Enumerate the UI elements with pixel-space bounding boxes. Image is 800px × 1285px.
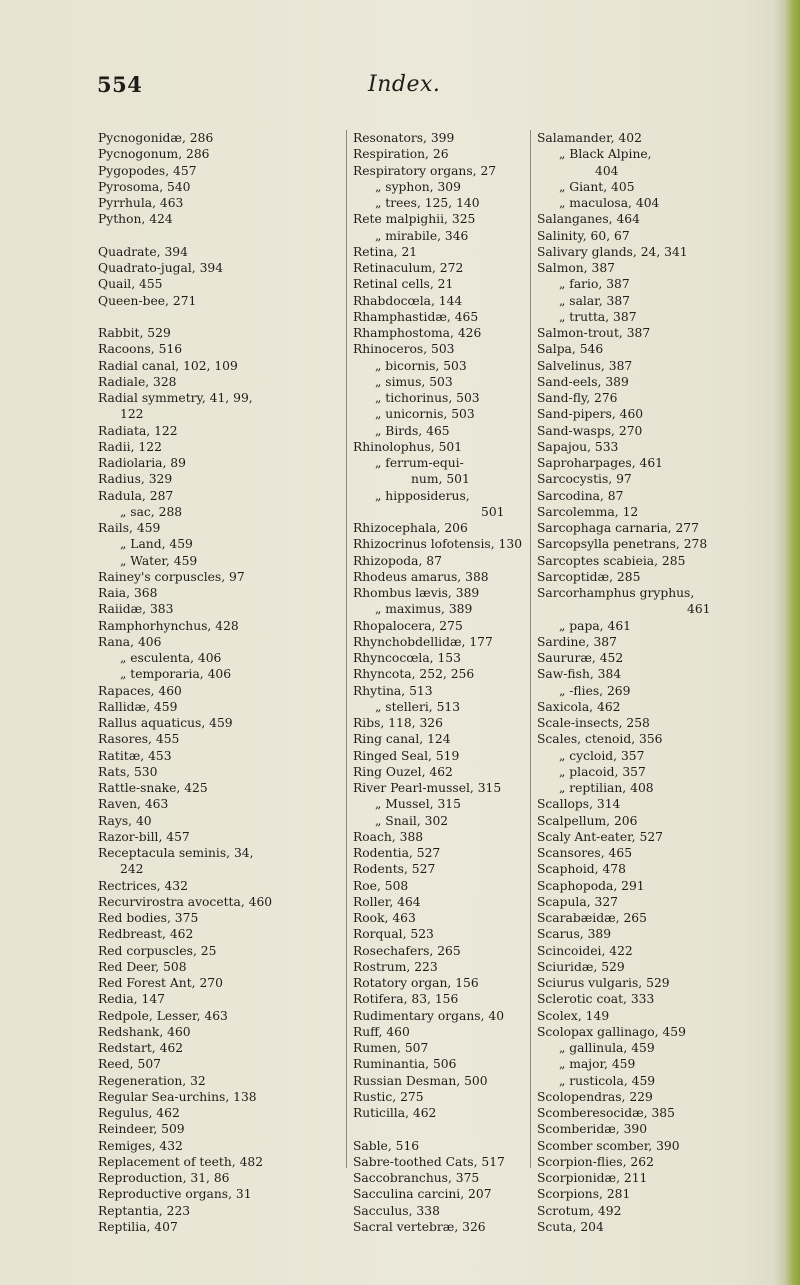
index-entry: „ temporaria, 406	[120, 667, 232, 682]
index-entry: Red bodies, 375	[98, 911, 199, 925]
index-entry: Red Forest Ant, 270	[98, 976, 223, 990]
index-entry: „ sac, 288	[120, 504, 183, 519]
index-entry: Pygopodes, 457	[98, 163, 197, 178]
index-entry: Scarus, 389	[537, 927, 612, 942]
index-entry: Rotifera, 83, 156	[353, 992, 459, 1007]
index-entry: Ribs, 118, 326	[353, 716, 443, 730]
index-entry: „ maculosa, 404	[559, 196, 660, 210]
index-entry: Retina, 21	[353, 244, 418, 259]
index-entry: „ trutta, 387	[559, 309, 637, 324]
index-entry: Rallidæ, 459	[98, 699, 178, 714]
index-entry: Salivary glands, 24, 341	[537, 244, 688, 259]
index-entry: Rasores, 455	[98, 732, 180, 747]
index-entry: Radula, 287	[98, 488, 174, 503]
index-entry: Scarabæidæ, 265	[537, 911, 647, 925]
index-entry: 404	[595, 163, 619, 178]
index-entry: Regular Sea-urchins, 138	[98, 1089, 257, 1104]
index-entry: Scolopendras, 229	[537, 1089, 653, 1104]
index-entry: Sarcorhamphus gryphus,	[537, 586, 695, 600]
index-entry: Scapula, 327	[537, 894, 618, 909]
index-entry: Scomber scomber, 390	[537, 1138, 680, 1153]
index-entry: Racoons, 516	[98, 342, 183, 357]
index-entry: „ mirabile, 346	[375, 228, 469, 243]
running-title: Index.	[368, 72, 441, 97]
index-entry: Scansores, 465	[537, 846, 633, 860]
index-entry: Respiratory organs, 27	[353, 163, 497, 178]
index-entry: Rails, 459	[98, 521, 161, 535]
index-entry: Retinal cells, 21	[353, 277, 454, 292]
index-entry: Rhabdocœla, 144	[353, 293, 463, 308]
index-entry: 122	[120, 407, 144, 422]
index-entry: Sciurus vulgaris, 529	[537, 976, 670, 990]
index-entry: Scorpions, 281	[537, 1187, 631, 1202]
index-entry: Salanganes, 464	[537, 212, 640, 227]
index-entry: Sarcoptidæ, 285	[537, 569, 641, 584]
page-number: 554	[97, 72, 143, 97]
index-entry: 461	[687, 602, 711, 617]
index-entry: Rhytina, 513	[353, 683, 433, 698]
index-entry: Replacement of teeth, 482	[98, 1154, 264, 1169]
index-entry: Quadrate, 394	[98, 244, 188, 259]
index-entry: „ reptilian, 408	[559, 781, 654, 795]
index-entry: „ Black Alpine,	[559, 147, 652, 162]
index-entry: „ tichorinus, 503	[375, 391, 480, 405]
index-entry: Roe, 508	[353, 878, 409, 893]
index-entry: Quail, 455	[98, 277, 163, 292]
index-entry: Rostrum, 223	[353, 959, 438, 974]
index-entry: Rorqual, 523	[353, 927, 434, 942]
index-entry: Sarcodina, 87	[537, 488, 624, 503]
index-entry: Reproduction, 31, 86	[98, 1171, 230, 1185]
index-entry: Remiges, 432	[98, 1138, 183, 1153]
index-entry: Sand-fly, 276	[537, 391, 618, 405]
index-entry: Rats, 530	[98, 764, 158, 779]
index-entry: Scincoidei, 422	[537, 943, 633, 958]
index-entry: Scaphoid, 478	[537, 862, 626, 877]
index-entry: Rhizocrinus lofotensis, 130	[353, 537, 523, 552]
index-entry: Sclerotic coat, 333	[537, 992, 655, 1007]
index-entry: Rotatory organ, 156	[353, 976, 479, 990]
index-entry: Redpole, Lesser, 463	[98, 1008, 228, 1023]
index-entry: „ Mussel, 315	[375, 797, 461, 812]
index-entry: „ maximus, 389	[375, 602, 473, 617]
index-entry: Salinity, 60, 67	[537, 228, 630, 243]
index-entry: Scolopax gallinago, 459	[537, 1024, 686, 1039]
index-entry: Roach, 388	[353, 829, 424, 844]
index-entry: 242	[120, 862, 144, 877]
index-entry: „ fario, 387	[559, 277, 630, 292]
index-entry: Salpa, 546	[537, 342, 604, 357]
index-entry: Scolex, 149	[537, 1008, 610, 1023]
section-gap	[98, 309, 336, 325]
index-entry: Sarcopsylla penetrans, 278	[537, 537, 708, 552]
index-entry: Rattle-snake, 425	[98, 781, 208, 795]
section-gap	[98, 228, 336, 244]
index-entry: Rectrices, 432	[98, 878, 188, 893]
index-entry: Red Deer, 508	[98, 959, 187, 974]
index-entry: „ -flies, 269	[559, 683, 631, 698]
index-entry: Scomberidæ, 390	[537, 1122, 648, 1137]
index-entry: Sand-wasps, 270	[537, 423, 643, 438]
index-entry: Sapajou, 533	[537, 439, 619, 454]
index-entry: Sable, 516	[353, 1138, 420, 1153]
index-entry: Redstart, 462	[98, 1041, 184, 1055]
index-entry: „ ferrum-equi-	[375, 456, 464, 470]
index-entry: Radial symmetry, 41, 99,	[98, 391, 253, 405]
index-entry: Rabbit, 529	[98, 326, 171, 340]
index-entry: Scales, ctenoid, 356	[537, 732, 663, 747]
index-entry: Scale-insects, 258	[537, 716, 650, 730]
index-entry: Rallus aquaticus, 459	[98, 716, 233, 730]
index-entry: Sabre-toothed Cats, 517	[353, 1154, 505, 1169]
index-entry: Razor-bill, 457	[98, 829, 190, 844]
index-entry: „ Birds, 465	[375, 423, 450, 438]
index-entry: Sacculina carcini, 207	[353, 1187, 492, 1202]
index-entry: Roller, 464	[353, 894, 421, 909]
index-entry: Rana, 406	[98, 634, 162, 649]
index-entry: „ stelleri, 513	[375, 699, 461, 714]
index-entry: Scaly Ant-eater, 527	[537, 829, 663, 844]
index-entry: Rhamphostoma, 426	[353, 326, 482, 340]
index-entry: Scallops, 314	[537, 797, 621, 812]
index-entry: Raiidæ, 383	[98, 602, 174, 617]
index-entry: Rete malpighii, 325	[353, 212, 476, 227]
index-entry: Ruminantia, 506	[353, 1057, 457, 1072]
index-entry: „ hipposiderus,	[375, 488, 470, 503]
index-entry: Rhinolophus, 501	[353, 439, 463, 454]
index-entry: Sarcophaga carnaria, 277	[537, 521, 699, 535]
index-entry: Rhinoceros, 503	[353, 342, 455, 357]
index-entry: Rhyncocœla, 153	[353, 651, 461, 665]
page-edge	[774, 0, 800, 1285]
index-entry: Ramphorhynchus, 428	[98, 618, 239, 633]
index-entry: Queen-bee, 271	[98, 293, 197, 308]
index-entry: Saw-fish, 384	[537, 667, 622, 682]
index-entry: „ Land, 459	[120, 537, 193, 552]
index-entry: Radiata, 122	[98, 423, 178, 438]
index-entry: Rainey's corpuscles, 97	[98, 569, 245, 584]
index-entry: „ gallinula, 459	[559, 1041, 655, 1055]
index-entry: Rhyncota, 252, 256	[353, 667, 475, 682]
index-entry: Saproharpages, 461	[537, 456, 663, 470]
index-entry: „ Snail, 302	[375, 813, 449, 828]
index-entry: Rhizocephala, 206	[353, 521, 468, 535]
index-entry: Radius, 329	[98, 472, 173, 487]
index-entry: Recurvirostra avocetta, 460	[98, 894, 273, 909]
index-entry: Sarcoptes scabieia, 285	[537, 553, 686, 568]
index-entry: „ cycloid, 357	[559, 748, 645, 763]
index-entry: Resonators, 399	[353, 131, 455, 145]
index-entry: Ring Ouzel, 462	[353, 764, 453, 779]
index-entry: Radii, 122	[98, 439, 162, 454]
index-entry: Rodents, 527	[353, 862, 436, 877]
index-entry: Salvelinus, 387	[537, 358, 633, 373]
index-column-3	[530, 130, 777, 1234]
index-entry: Reptilia, 407	[98, 1219, 178, 1234]
index-entry: Scalpellum, 206	[537, 813, 638, 828]
index-entry: Rhodeus amarus, 388	[353, 569, 489, 584]
index-entry: „ Water, 459	[120, 553, 198, 568]
index-entry: Ratitæ, 453	[98, 748, 172, 763]
index-entry: Red corpuscles, 25	[98, 943, 217, 958]
index-entry: Sarcocystis, 97	[537, 472, 632, 487]
index-entry: „ salar, 387	[559, 293, 631, 308]
index-entry: Redshank, 460	[98, 1024, 191, 1039]
index-entry: Ruticilla, 462	[353, 1106, 437, 1120]
index-entry: Raven, 463	[98, 797, 169, 812]
index-entry: Rhombus lævis, 389	[353, 586, 480, 600]
index-entry: Regeneration, 32	[98, 1073, 206, 1088]
index-entry: Rudimentary organs, 40	[353, 1008, 505, 1023]
index-entry: Redbreast, 462	[98, 927, 194, 942]
index-entry: Rapaces, 460	[98, 683, 182, 698]
index-entry: Saururæ, 452	[537, 651, 624, 665]
index-entry: Sciuridæ, 529	[537, 959, 625, 974]
index-entry: Saccobranchus, 375	[353, 1171, 480, 1185]
index-entry: Rosechafers, 265	[353, 943, 461, 958]
index-entry: Rook, 463	[353, 911, 416, 925]
index-entry: num, 501	[411, 472, 470, 487]
index-entry: Ring canal, 124	[353, 732, 451, 747]
index-entry: Reptantia, 223	[98, 1203, 191, 1218]
index-entry: „ esculenta, 406	[120, 651, 222, 665]
index-entry: Scomberesocidæ, 385	[537, 1106, 675, 1120]
index-entry: Reproductive organs, 31	[98, 1187, 252, 1202]
index-entry: „ syphon, 309	[375, 179, 461, 194]
index-entry: River Pearl-mussel, 315	[353, 781, 502, 795]
index-entry: Regulus, 462	[98, 1106, 180, 1120]
index-entry: Radial canal, 102, 109	[98, 358, 238, 373]
index-entry: Rhopalocera, 275	[353, 618, 463, 633]
index-entry: Rhizopoda, 87	[353, 553, 442, 568]
index-entry: Russian Desman, 500	[353, 1073, 488, 1088]
index-entry: Pyrrhula, 463	[98, 196, 184, 210]
index-entry: Rumen, 507	[353, 1041, 429, 1055]
index-entry: „ placoid, 357	[559, 764, 646, 779]
index-entry: Retinaculum, 272	[353, 261, 464, 275]
index-entry: 501	[481, 504, 505, 519]
index-entry: Salmon-trout, 387	[537, 326, 651, 340]
index-entry: Receptacula seminis, 34,	[98, 846, 254, 860]
index-entry: Salmon, 387	[537, 261, 615, 275]
index-entry: Raia, 368	[98, 586, 158, 600]
section-gap	[353, 1121, 533, 1137]
index-entry: Saxicola, 462	[537, 699, 621, 714]
index-entry: Salamander, 402	[537, 131, 642, 145]
index-entry: Scorpion-flies, 262	[537, 1154, 654, 1169]
index-entry: Pyrosoma, 540	[98, 179, 191, 194]
index-entry: Rhynchobdellidæ, 177	[353, 634, 493, 649]
index-entry: „ bicornis, 503	[375, 358, 467, 373]
index-entry: Radiolaria, 89	[98, 456, 186, 470]
index-entry: „ unicornis, 503	[375, 407, 475, 422]
index-entry: Scrotum, 492	[537, 1203, 622, 1218]
index-entry: „ rusticola, 459	[559, 1073, 656, 1088]
index-entry: Sand-pipers, 460	[537, 407, 644, 422]
index-entry: Sarcolemma, 12	[537, 504, 639, 519]
index-entry: Sacculus, 338	[353, 1203, 440, 1218]
index-entry: Pycnogonidæ, 286	[98, 131, 214, 145]
index-entry: „ simus, 503	[375, 374, 453, 389]
index-entry: Ringed Seal, 519	[353, 748, 460, 763]
index-entry: Rhamphastidæ, 465	[353, 309, 479, 324]
index-entry: „ trees, 125, 140	[375, 196, 480, 210]
index-column-1	[98, 130, 336, 1235]
index-entry: Rodentia, 527	[353, 846, 441, 860]
index-entry: Scaphopoda, 291	[537, 878, 645, 893]
index-entry: Scuta, 204	[537, 1219, 604, 1234]
index-column-2	[346, 130, 533, 1234]
index-entry: Radiale, 328	[98, 374, 177, 389]
index-entry: Respiration, 26	[353, 147, 449, 162]
index-entry: Ruff, 460	[353, 1024, 410, 1039]
index-entry: Rays, 40	[98, 813, 152, 828]
index-entry: Sand-eels, 389	[537, 374, 629, 389]
index-entry: Rustic, 275	[353, 1089, 424, 1104]
index-entry: Reed, 507	[98, 1057, 161, 1072]
index-entry: Quadrato-jugal, 394	[98, 261, 224, 275]
index-entry: „ major, 459	[559, 1057, 636, 1072]
index-entry: Reindeer, 509	[98, 1122, 185, 1137]
index-entry: Redia, 147	[98, 992, 165, 1007]
index-entry: Scorpionidæ, 211	[537, 1171, 648, 1185]
index-entry: Python, 424	[98, 212, 173, 227]
index-entry: Sardine, 387	[537, 634, 617, 649]
index-entry: „ Giant, 405	[559, 179, 635, 194]
index-entry: Pycnogonum, 286	[98, 147, 210, 162]
index-entry: Sacral vertebræ, 326	[353, 1219, 486, 1234]
index-entry: „ papa, 461	[559, 618, 631, 633]
